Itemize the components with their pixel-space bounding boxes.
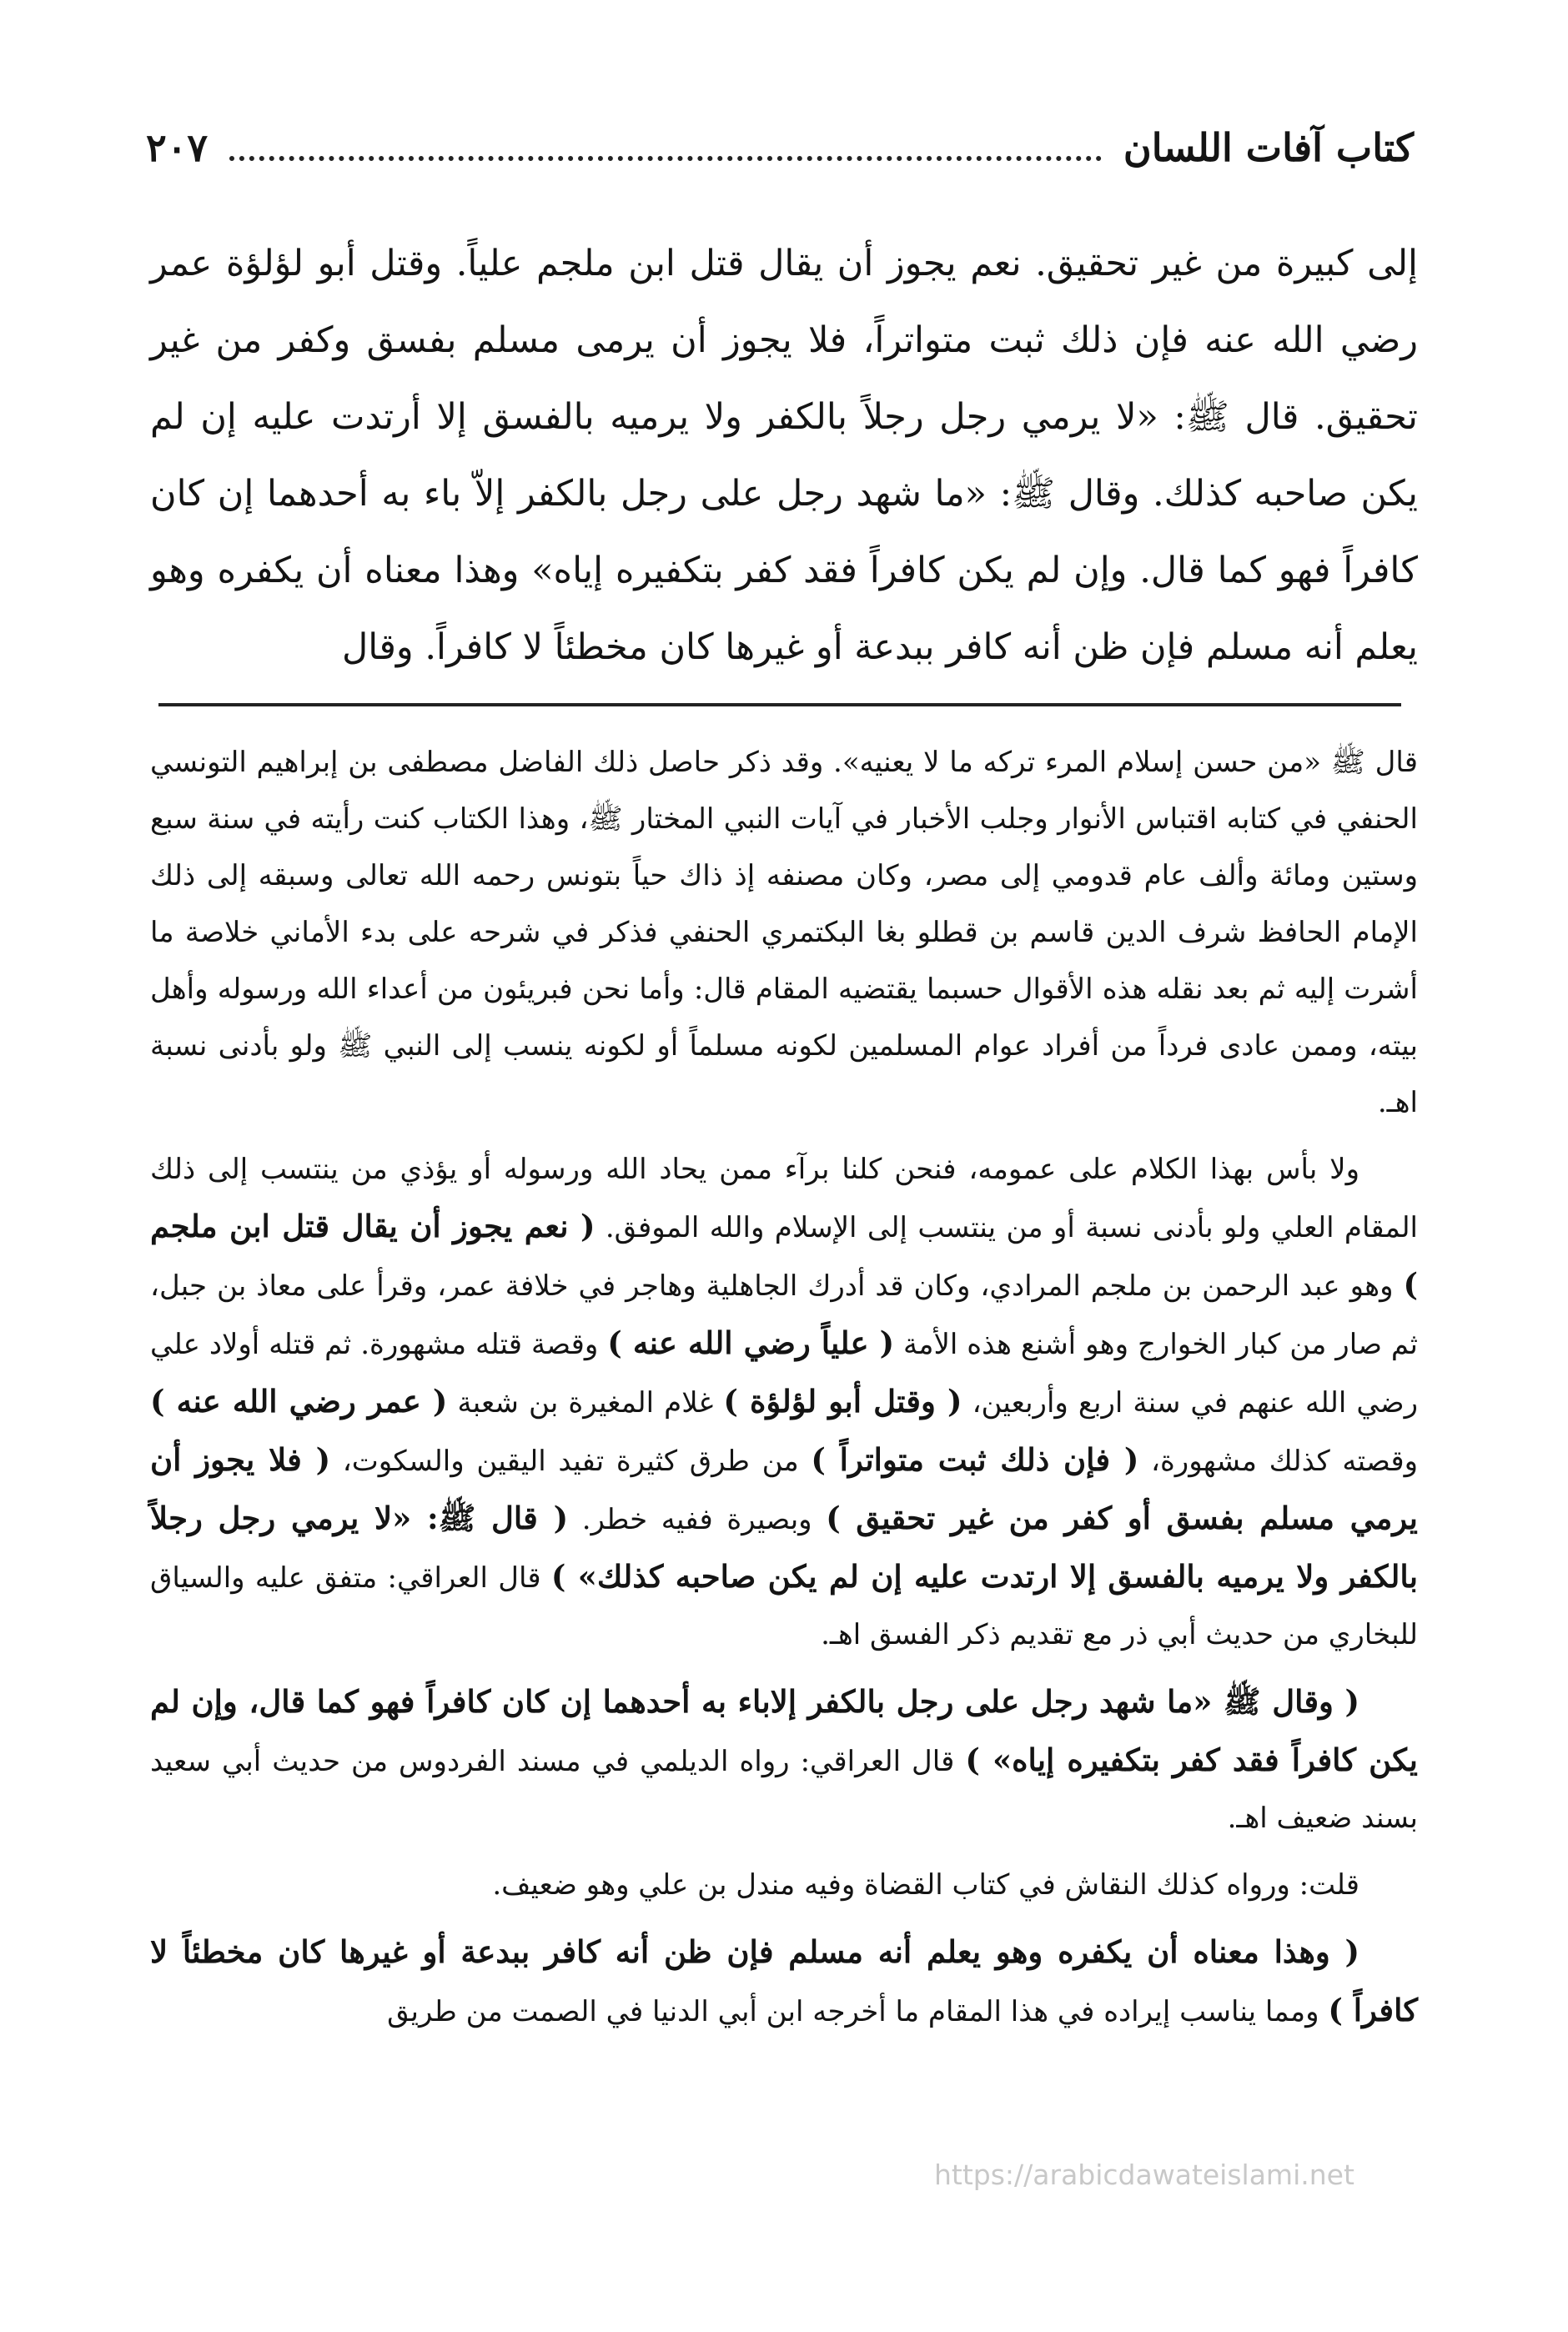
commentary-paragraph-5 — [150, 1923, 1418, 2040]
commentary — [150, 734, 1418, 2040]
quoted-matn-segment: ( نعم يجوز أن يقال قتل ابن ملجم ) — [150, 1208, 1418, 1303]
quoted-matn-segment: ( فلا يجوز أن يرمي مسلم بفسق أو كفر من غير تحقيق ) — [150, 1441, 1418, 1536]
leader-dots — [229, 148, 1102, 161]
commentary-segment: وقصته كذلك مشهورة، — [1138, 1445, 1418, 1478]
commentary-segment: وبصيرة ففيه خطر. — [568, 1503, 827, 1536]
separator-rule — [158, 703, 1401, 706]
main-text: إلى كبيرة من غير تحقيق. نعم يجوز أن يقال قتل ابن ملجم علياً. وقتل أبو لؤلؤة عمر رضي الله عنه فإن ذلك ثبت متواتراً، فلا يجوز أن يرمى مسلم بفسق وكفر من غير تحقيق. قال ﷺ: «لا يرمي رجل رجلاً بالكفر ولا يرميه بالفسق إلا أرتدت عليه إن لم يكن صاحبه كذلك. وقال ﷺ: «ما شهد رجل على رجل بالكفر إلاّ باء به أحدهما إن كان كافراً فهو كما قال. وإن لم يكن كافراً فقد كفر بتكفيره إياه» وهذا معناه أن يكفره وهو يعلم أنه مسلم فإن ظن أنه كافر ببدعة أو غيرها كان مخطئاً لا كافراً. وقال — [150, 243, 1418, 668]
quoted-matn-segment: ( فإن ذلك ثبت متواتراً ) — [811, 1441, 1139, 1478]
running-title: كتاب آفات اللسان — [1123, 125, 1414, 170]
quoted-matn-segment: ( وهذا معناه أن يكفره وهو يعلم أنه مسلم فإن ظن أنه كافر ببدعة أو غيرها كان مخطئاً لا كافراً ) — [150, 1933, 1418, 2028]
commentary-segment: قال العراقي: متفق عليه والسياق للبخاري من حديث أبي ذر مع تقديم ذكر الفسق اهـ. — [150, 1561, 1418, 1651]
commentary-segment: وقصة قتله مشهورة. ثم قتله أولاد علي رضي الله عنهم في سنة اربع وأربعين، — [150, 1328, 1418, 1420]
quoted-matn-segment: ( عمر رضي الله عنه ) — [150, 1383, 448, 1420]
commentary-paragraph-4: قلت: ورواه كذلك النقاش في كتاب القضاة وفيه مندل بن علي وهو ضعيف. — [492, 1868, 1359, 1902]
watermark-url: https://arabicdawateislami.net — [934, 2159, 1354, 2191]
quoted-matn-segment: ( وقتل أبو لؤلؤة ) — [723, 1383, 962, 1420]
quoted-matn-segment: ( علياً رضي الله عنه ) — [607, 1324, 895, 1361]
commentary-segment: وهو عبد الرحمن بن ملجم المرادي، وكان قد أدرك الجاهلية وهاجر في خلافة عمر، وقرأ على معاذ بن جبل، ثم صار من كبار الخوارج وهو أشنع هذه الأمة — [150, 1269, 1418, 1361]
quoted-matn-segment: ( قال ﷺ: «لا يرمي رجل رجلاً بالكفر ولا يرميه بالفسق إلا ارتدت عليه إن لم يكن صاحبه كذلك» ) — [150, 1500, 1418, 1595]
commentary-segment: ولا بأس بهذا الكلام على عمومه، فنحن كلنا برآء ممن يحاد الله ورسوله أو يؤذي من ينتسب إلى ذلك المقام العلي ولو بأدنى نسبة أو من ينتسب إلى الإسلام والله الموفق. — [150, 1153, 1418, 1244]
commentary-segment: من طرق كثيرة تفيد اليقين والسكوت، — [330, 1445, 812, 1478]
commentary-segment: قال العراقي: رواه الديلمي في مسند الفردوس من حديث أبي سعيد بسند ضعيف اهـ. — [150, 1745, 1418, 1835]
commentary-segment: غلام المغيرة بن شعبة — [447, 1386, 724, 1420]
commentary-paragraph-1: قال ﷺ «من حسن إسلام المرء تركه ما لا يعنيه». وقد ذكر حاصل ذلك الفاضل مصطفى بن إبراهيم التونسي الحنفي في كتابه اقتباس الأنوار وجلب الأخبار في آيات النبي المختار ﷺ، وهذا الكتاب كنت رأيته في سنة سبع وستين ومائة وألف عام قدومي إلى مصر، وكان مصنفه إذ ذاك حياً بتونس رحمه الله تعالى وسبقه إلى ذلك الإمام الحافظ شرف الدين قاسم بن قطلو بغا البكتمري الحنفي فذكر في شرحه على بدء الأماني خلاصة ما أشرت إليه ثم بعد نقله هذه الأقوال حسبما يقتضيه المقام قال: وأما نحن فبريئون من أعداء الله ورسوله وأهل بيته، وممن عادى فرداً من أفراد عوام المسلمين لكونه مسلماً أو لكونه ينسب إلى النبي ﷺ ولو بأدنى نسبة اهـ. — [150, 746, 1418, 1119]
page-number: ٢٠٧ — [146, 125, 209, 170]
running-header — [146, 125, 1414, 183]
commentary-paragraph-3 — [150, 1673, 1418, 1847]
quoted-matn-segment: ( وقال ﷺ «ما شهد رجل على رجل بالكفر إلاباء به أحدهما إن كان كافراً فهو كما قال، وإن لم يكن كافراً فقد كفر بتكفيره إياه» ) — [150, 1683, 1418, 1778]
commentary-paragraph-2 — [150, 1141, 1418, 1663]
commentary-segment: ومما يناسب إيراده في هذا المقام ما أخرجه ابن أبي الدنيا في الصمت من طريق — [387, 1995, 1329, 2028]
